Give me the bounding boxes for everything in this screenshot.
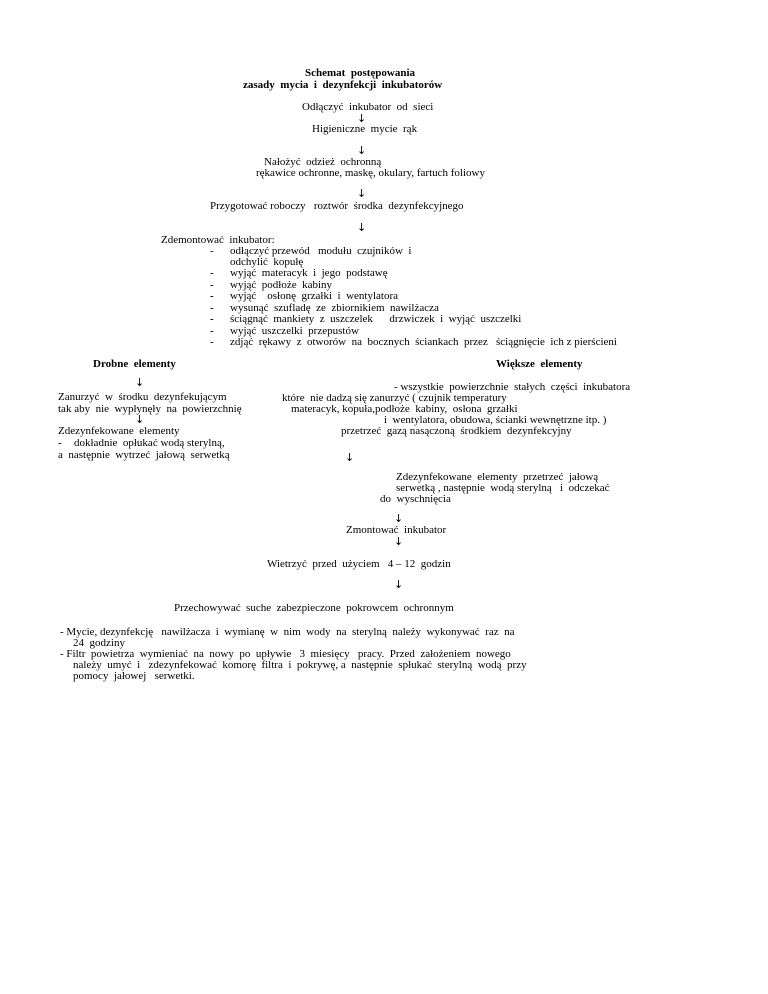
right-step-text: materacyk, kopuła,podłoże kabiny, osłona grzałki: [291, 403, 518, 415]
note-filter-cont: pomocy jałowej serwetki.: [73, 670, 195, 682]
dismantle-item: wyjąć osłonę grzałki i wentylatora: [230, 290, 399, 302]
step-store: Przechowywać suche zabezpieczone pokrowcem ochronnym: [174, 602, 454, 614]
page-subtitle: zasady mycia i dezynfekcji inkubatorów: [243, 79, 443, 91]
step-disconnect: Odłączyć inkubator od sieci: [302, 101, 434, 113]
note-humidifier-cont: 24 godziny: [73, 637, 125, 649]
arrow-down-icon: ↓: [135, 413, 145, 426]
step-ventilate: Wietrzyć przed użyciem 4 – 12 godzin: [267, 558, 451, 570]
right-step-text: Zdezynfekowane elementy przetrzeć jałową: [396, 471, 599, 483]
dismantle-item: odłączyć przewód modułu czujników i: [230, 245, 412, 257]
arrow-down-icon: ↓: [394, 535, 404, 548]
arrow-down-icon: ↓: [394, 512, 404, 525]
dismantle-item: ściągnąć mankiety z uszczelek drzwiczek i wyjąć uszczelki: [230, 313, 522, 325]
dismantle-item: wyjąć podłoże kabiny: [230, 279, 333, 291]
left-step-text: tak aby nie wypłynęły na powierzchnię: [58, 403, 242, 415]
dismantle-dash: -: [210, 245, 214, 257]
arrow-down-icon: ↓: [345, 451, 355, 464]
step-protective-clothing-detail: rękawice ochronne, maskę, okulary, fartuch foliowy: [256, 167, 485, 179]
arrow-down-icon: ↓: [357, 221, 367, 234]
right-step-text: do wyschnięcia: [380, 493, 451, 505]
arrow-down-icon: ↓: [135, 376, 145, 389]
dismantle-item: odchylić kopułę: [230, 256, 304, 268]
dismantle-item: zdjąć rękawy z otworów na bocznych ściankach przez ściągnięcie ich z pierścieni: [230, 336, 617, 348]
dismantle-dash: -: [210, 279, 214, 291]
left-step-text: dokładnie opłukać wodą sterylną,: [74, 437, 225, 449]
note-filter: - Filtr powietrza wymieniać na nowy po upływie 3 miesięcy pracy. Przed założeniem nowego: [60, 648, 511, 660]
step-prepare-solution: Przygotować roboczy roztwór środka dezynfekcyjnego: [210, 200, 464, 212]
arrow-down-icon: ↓: [394, 578, 404, 591]
step-hand-hygiene: Higieniczne mycie rąk: [312, 123, 418, 135]
right-step-text: i wentylatora, obudowa, ścianki wewnętrzne itp. ): [384, 414, 607, 426]
arrow-down-icon: ↓: [357, 112, 367, 125]
large-elements-heading: Większe elementy: [496, 358, 583, 370]
dismantle-dash: -: [210, 302, 214, 314]
left-step-text: a następnie wytrzeć jałową serwetką: [58, 449, 230, 461]
dismantle-dash: -: [210, 267, 214, 279]
left-step-text: Zdezynfekowane elementy: [58, 425, 180, 437]
page-title: Schemat postępowania: [305, 67, 416, 79]
left-dash: -: [58, 437, 62, 449]
dismantle-item: wysunąć szufladę ze zbiornikiem nawilżacza: [230, 302, 439, 314]
right-step-text: serwetką , następnie wodą sterylną i odczekać: [396, 482, 610, 494]
right-step-text: które nie dadzą się zanurzyć ( czujnik temperatury: [282, 392, 507, 404]
dismantle-item: wyjąć materacyk i jego podstawę: [230, 267, 388, 279]
left-step-text: Zanurzyć w środku dezynfekującym: [58, 391, 227, 403]
dismantle-dash: -: [210, 313, 214, 325]
note-filter-cont: należy umyć i zdezynfekować komorę filtra i pokrywę, a następnie spłukać sterylną wodą przy: [73, 659, 527, 671]
note-humidifier: - Mycie, dezynfekcję nawilżacza i wymianę w nim wody na sterylną należy wykonywać raz na: [60, 626, 515, 638]
dismantle-dash: -: [210, 325, 214, 337]
right-step-text: przetrzeć gazą nasączoną środkiem dezynfekcyjny: [341, 425, 572, 437]
step-reassemble: Zmontować inkubator: [346, 524, 447, 536]
step-protective-clothing: Nałożyć odzież ochronną: [264, 156, 382, 168]
dismantle-item: wyjąć uszczelki przepustów: [230, 325, 359, 337]
right-step-text: - wszystkie powierzchnie stałych części inkubatora: [394, 381, 631, 393]
arrow-down-icon: ↓: [357, 144, 367, 157]
dismantle-dash: -: [210, 290, 214, 302]
dismantle-dash: -: [210, 336, 214, 348]
step-dismantle-heading: Zdemontować inkubator:: [161, 234, 275, 246]
small-elements-heading: Drobne elementy: [93, 358, 176, 370]
arrow-down-icon: ↓: [357, 187, 367, 200]
